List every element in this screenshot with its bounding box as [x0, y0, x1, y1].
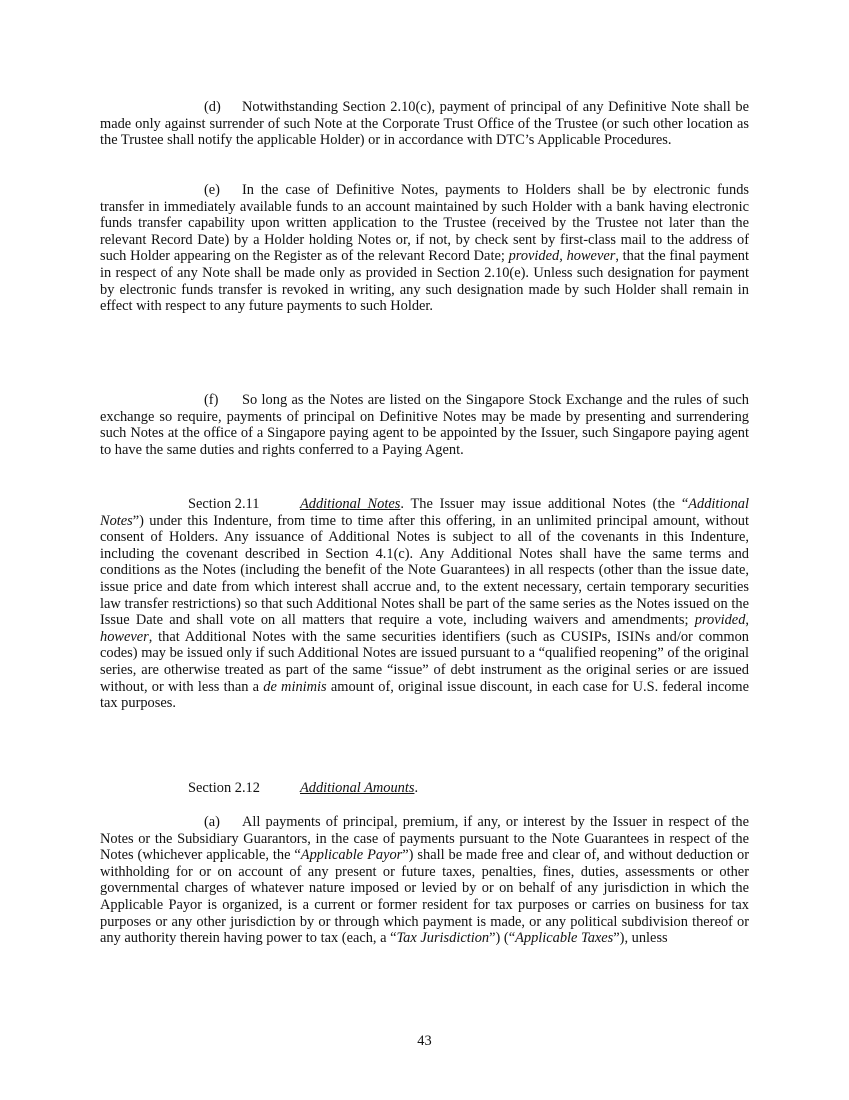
section-heading: Additional Amounts — [300, 780, 415, 796]
paragraph-2-10-f — [100, 392, 749, 458]
however-term: however — [100, 628, 149, 645]
de-minimis-term: de minimis — [263, 678, 327, 695]
section-heading: Additional Notes — [300, 496, 401, 512]
paragraph-2-10-e: (e) In the case of Definitive Notes, payments to Holders shall be by electronic funds transfer in immediately available funds to an account maintained by such Holder with a bank having electronic funds transfer capability upon written application to the Trustee (received by the Trustee not later than the relevant Record Date) by a Holder holding Notes or, if not, by check sent by first-class mail to the address of such Holder appearing on the Register as of the relevant Record Date; provided, however, that the final payment in respect of any Note shall be made only as provided in Section 2.10(e). Unless such designation for payment by electronic funds transfer is revoked in writing, any such designation made by such Holder shall remain in effect with respect to any future payments to such Holder. — [100, 182, 749, 315]
paragraph-2-10-d — [100, 99, 749, 149]
section-number: Section 2.12 — [188, 780, 260, 796]
however-term: however — [566, 248, 616, 265]
paragraph-label: (e) — [204, 182, 220, 198]
paragraph-text: In the case of Definitive Notes, payments to Holders shall be by electronic funds transfer in immediately available funds to an account maintained by such Holder with a bank having electronic funds transfer capability upon written application to the Trustee (received by the Trustee not later than the relevant Record Date) by a Holder holding Notes or, if not, by check sent by first-class mail to the address of such Holder appearing on the Register as of the relevant Record Date; — [100, 182, 749, 265]
paragraph-2-12-a: (a) All payments of principal, premium, if any, or interest by the Issuer in respect of the Notes or the Subsidiary Guarantors, in the case of payments pursuant to the Note Guarantees in respect of the Notes (whichever applicable, the “Applicable Payor”) shall be made free and clear of, and without deduction or withholding for or on account of any present or future taxes, penalties, fines, duties, assessments or other governmental charges of whatever nature imposed or levied by or on behalf of any jurisdiction in which the Applicable Payor is organized, is a current or former resident for tax purposes or carries on business for tax purposes or any other jurisdiction by or through which payment is made, or any political subdivision thereof or any authority therein having power to tax (each, a “Tax Jurisdiction”) (“Applicable Taxes”), unless — [100, 814, 749, 947]
paragraph-label: (a) — [204, 814, 220, 830]
defined-term: Applicable Payor — [300, 847, 403, 864]
defined-term: Additional Notes — [100, 496, 749, 529]
section-2-12-heading: Section 2.12 Additional Amounts. — [188, 780, 419, 796]
paragraph-text: Notwithstanding Section 2.10(c), payment of principal of any Definitive Note shall be made only against surrender of such Note at the Corporate Trust Office of the Trustee (or such other location as the Trustee shall notify the applicable Holder) or in accordance with DTC’s Applicable Procedures. — [100, 99, 749, 149]
page-number: 43 — [417, 1033, 432, 1049]
defined-term: Tax Jurisdiction — [396, 930, 490, 947]
provided-term: provided — [694, 612, 746, 629]
section-number: Section 2.11 — [188, 496, 260, 512]
paragraph-label: (d) — [204, 99, 221, 115]
paragraph-text: , that the final payment in respect of any Note shall be made only as provided in Section 2.10(e). Unless such designation for payment by electronic funds transfer is revoked in writing, any such designation made by such Holder shall remain in effect with respect to any future payments to such Holder. — [100, 248, 749, 315]
section-2-11: Section 2.11 Additional Notes. The Issuer may issue additional Notes (the “Additional Notes”) under this Indenture, from time to time after this offering, in an unlimited principal amount, without consent of Holders. Any issuance of Additional Notes is subject to all of the covenants in this Indenture, including the covenant described in Section 4.1(c). Any Additional Notes shall have the same terms and conditions as the Notes (including the benefit of the Note Guarantees) in all respects (other than the issue date, issue price and date from which interest shall accrue and, to the extent necessary, certain temporary securities law transfer restrictions) so that such Additional Notes shall be part of the same series as the Notes issued on the Issue Date and shall vote on all matters that require a vote, including waivers and amendments; provided, however, that Additional Notes with the same securities identifiers (such as CUSIPs, ISINs and/or common codes) may be issued only if such Additional Notes are issued pursuant to a “qualified reopening” of the original series, are otherwise treated as part of the same “issue” of debt instrument as the original series or are issued without, or with less than a de minimis amount of, original issue discount, in each case for U.S. federal income tax purposes. — [100, 496, 749, 712]
defined-term: Applicable Taxes — [515, 930, 614, 947]
paragraph-label: (f) — [204, 392, 219, 408]
paragraph-text: So long as the Notes are listed on the Singapore Stock Exchange and the rules of such exchange so require, payments of principal on Definitive Notes may be made by presenting and surrendering such Notes at the office of a Singapore paying agent to be appointed by the Issuer, such Singapore paying agent to have the same duties and rights conferred to a Paying Agent. — [100, 392, 749, 458]
provided-term: provided — [508, 248, 560, 265]
